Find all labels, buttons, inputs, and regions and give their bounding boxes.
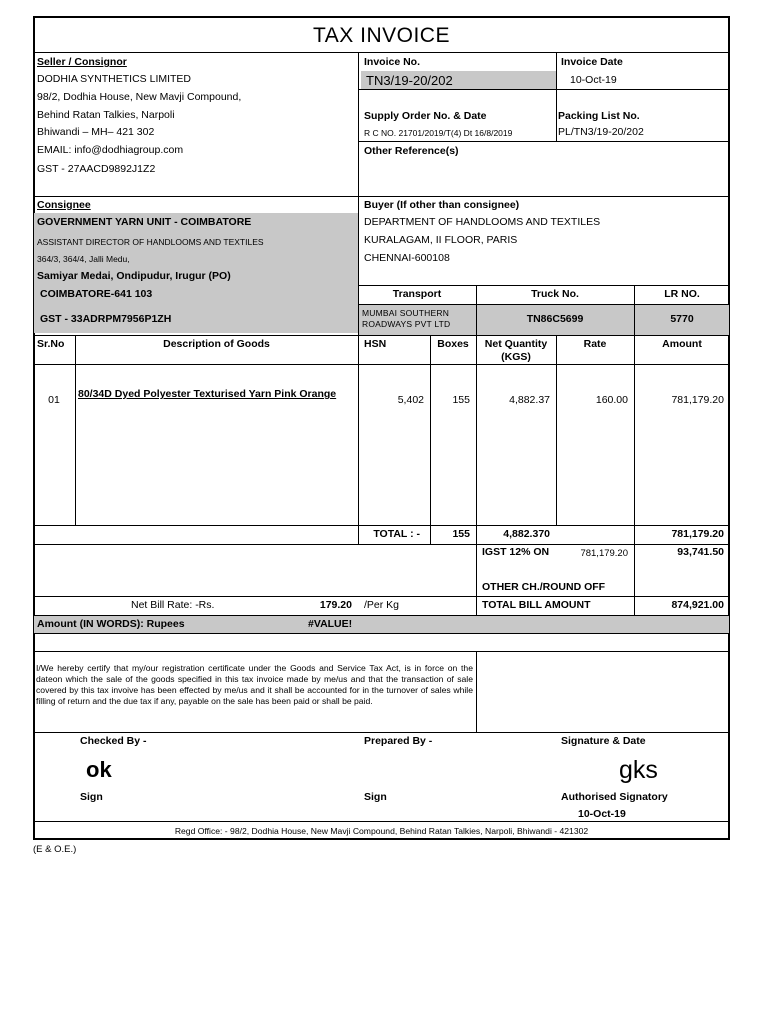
col-srno: Sr.No — [37, 338, 65, 350]
signature-date-label: Signature & Date — [561, 735, 646, 747]
buyer-line3: CHENNAI-600108 — [364, 252, 450, 264]
prepared-by-label: Prepared By - — [364, 735, 433, 747]
col-rate: Rate — [583, 338, 607, 350]
item-hsn: 5,402 — [397, 394, 424, 406]
item-desc: 80/34D Dyed Polyester Texturised Yarn Pink Orange — [78, 388, 337, 400]
supply-order: R C NO. 21701/2019/T(4) Dt 16/8/2019 — [364, 128, 513, 138]
item-amount: 781,179.20 — [671, 394, 724, 406]
total-label: TOTAL : - — [373, 528, 420, 540]
col-desc: Description of Goods — [163, 338, 270, 350]
sign-label-2: Sign — [364, 791, 387, 803]
eoe-note: (E & O.E.) — [33, 844, 77, 855]
checked-by-label: Checked By - — [80, 735, 147, 747]
col-boxes: Boxes — [437, 338, 469, 350]
consignee-name: GOVERNMENT YARN UNIT - COIMBATORE — [37, 216, 252, 228]
invoice-date: 10-Oct-19 — [570, 74, 617, 86]
total-bill-amount: 874,921.00 — [671, 599, 724, 611]
transport-value: MUMBAI SOUTHERN ROADWAYS PVT LTD — [362, 308, 451, 329]
buyer-heading: Buyer (If other than consignee) — [364, 199, 520, 211]
invoice-title: TAX INVOICE — [313, 24, 450, 47]
seller-email: EMAIL: info@dodhiagroup.com — [37, 144, 184, 156]
signature-value: gks — [619, 756, 658, 784]
transport-label: Transport — [392, 288, 442, 300]
authorised-signatory-label: Authorised Signatory — [561, 791, 668, 803]
col-amount: Amount — [662, 338, 702, 350]
packing-list-label: Packing List No. — [558, 110, 640, 122]
item-srno: 01 — [48, 394, 60, 406]
lr-label: LR NO. — [664, 288, 700, 300]
authorised-date: 10-Oct-19 — [578, 808, 626, 820]
invoice-no-label: Invoice No. — [364, 56, 421, 68]
buyer-line1: DEPARTMENT OF HANDLOOMS AND TEXTILES — [364, 216, 601, 228]
net-bill-value: 179.20 — [319, 599, 352, 611]
regd-office: Regd Office: - 98/2, Dodhia House, New Mavji Compound, Behind Ratan Talkies, Narpoli, Bhiwandi - 421302 — [174, 826, 589, 836]
buyer-line2: KURALAGAM, II FLOOR, PARIS — [364, 234, 518, 246]
consignee-line3: Samiyar Medai, Ondipudur, Irugur (PO) — [37, 270, 231, 282]
item-rate: 160.00 — [595, 394, 628, 406]
other-ref-label: Other Reference(s) — [364, 145, 459, 157]
total-amount: 781,179.20 — [671, 528, 724, 540]
net-bill-label: Net Bill Rate: -Rs. — [131, 599, 215, 611]
supply-order-label: Supply Order No. & Date — [364, 110, 487, 122]
net-bill-unit: /Per Kg — [364, 599, 400, 611]
words-label: Amount (IN WORDS): Rupees — [37, 618, 185, 630]
words-value: #VALUE! — [308, 618, 353, 630]
seller-addr2: Behind Ratan Talkies, Narpoli — [37, 109, 175, 121]
consignee-line1: ASSISTANT DIRECTOR OF HANDLOOMS AND TEXTILES — [37, 237, 264, 247]
seller-name: DODHIA SYNTHETICS LIMITED — [37, 73, 192, 85]
igst-base: 781,179.20 — [580, 548, 628, 559]
igst-amount: 93,741.50 — [677, 546, 724, 558]
seller-addr1: 98/2, Dodhia House, New Mavji Compound, — [37, 91, 242, 103]
item-boxes: 155 — [452, 394, 470, 406]
consignee-line4: COIMBATORE-641 103 — [40, 288, 153, 300]
consignee-gst: GST - 33ADRPM7956P1ZH — [40, 313, 172, 325]
seller-heading: Seller / Consignor — [37, 56, 127, 68]
lr-value: 5770 — [670, 313, 694, 325]
total-qty: 4,882.370 — [503, 528, 550, 540]
col-hsn: HSN — [364, 338, 387, 350]
invoice-date-label: Invoice Date — [561, 56, 623, 68]
total-bill-label: TOTAL BILL AMOUNT — [482, 599, 591, 611]
truck-value: TN86C5699 — [526, 313, 584, 325]
consignee-heading: Consignee — [37, 199, 91, 211]
invoice-no: TN3/19-20/202 — [366, 73, 453, 88]
igst-label: IGST 12% ON — [482, 546, 550, 558]
col-qty: Net Quantity (KGS) — [484, 338, 548, 363]
sign-label-1: Sign — [80, 791, 103, 803]
total-boxes: 155 — [452, 528, 470, 540]
certification-text: I/We hereby certify that my/our registration certificate under the Goods and Service Tax Act, is in force on the dateon which the sale of the goods specified in this tax invoice made by me/us and that the transaction of sale covered by this tax invoive has been effected by me/us and it shall be accounted for in the turnover of sales while filling of return and the due tax if any, payable on the sale has been paid or shall be paid. — [36, 663, 473, 706]
checked-by-value: ok — [86, 757, 112, 782]
packing-list: PL/TN3/19-20/202 — [558, 126, 644, 138]
consignee-line2: 364/3, 364/4, Jalli Medu, — [37, 254, 130, 264]
seller-addr3: Bhiwandi – MH– 421 302 — [37, 126, 155, 138]
truck-label: Truck No. — [531, 288, 579, 300]
item-qty: 4,882.37 — [509, 394, 550, 406]
seller-gst: GST - 27AACD9892J1Z2 — [37, 163, 156, 175]
other-ch-label: OTHER CH./ROUND OFF — [482, 581, 606, 593]
